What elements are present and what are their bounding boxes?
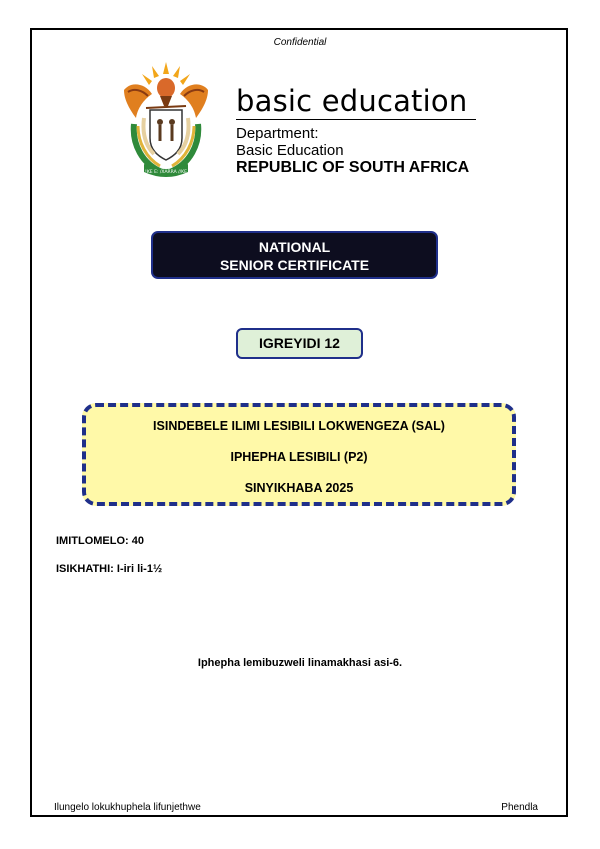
exam-session: SINYIKHABA 2025	[244, 481, 354, 495]
department-label: Department:	[236, 125, 319, 142]
country-name: REPUBLIC OF SOUTH AFRICA	[236, 159, 470, 176]
certificate-line2: SENIOR CERTIFICATE	[219, 257, 370, 273]
certificate-banner	[151, 231, 438, 279]
brand-underline	[236, 119, 476, 120]
paper-number: IPHEPHA LESIBILI (P2)	[230, 450, 368, 464]
grade-badge: IGREYIDI 12	[236, 328, 363, 359]
next-page-label: Phendla	[501, 802, 538, 813]
department-block	[236, 125, 469, 176]
certificate-line1: NATIONAL	[258, 239, 331, 255]
motto-text: !KE E: /XARRA //KE	[145, 170, 187, 175]
pages-note: Iphepha lemibuzweli linamakhasi asi-6.	[197, 657, 403, 669]
department-name: Basic Education	[236, 142, 344, 159]
coat-of-arms-icon	[116, 60, 216, 182]
marks-label: IMITLOMELO: 40	[56, 535, 144, 547]
time-label: ISIKHATHI: I-iri li-1½	[56, 563, 163, 575]
copyright-notice: Ilungelo lokukhuphela lifunjethwe	[54, 802, 201, 813]
subject-box	[82, 403, 516, 506]
brand-title: basic education	[236, 84, 468, 118]
subject-title: ISINDEBELE ILIMI LESIBILI LOKWENGEZA (SAL)	[153, 419, 445, 433]
confidential-label: Confidential	[273, 37, 327, 48]
